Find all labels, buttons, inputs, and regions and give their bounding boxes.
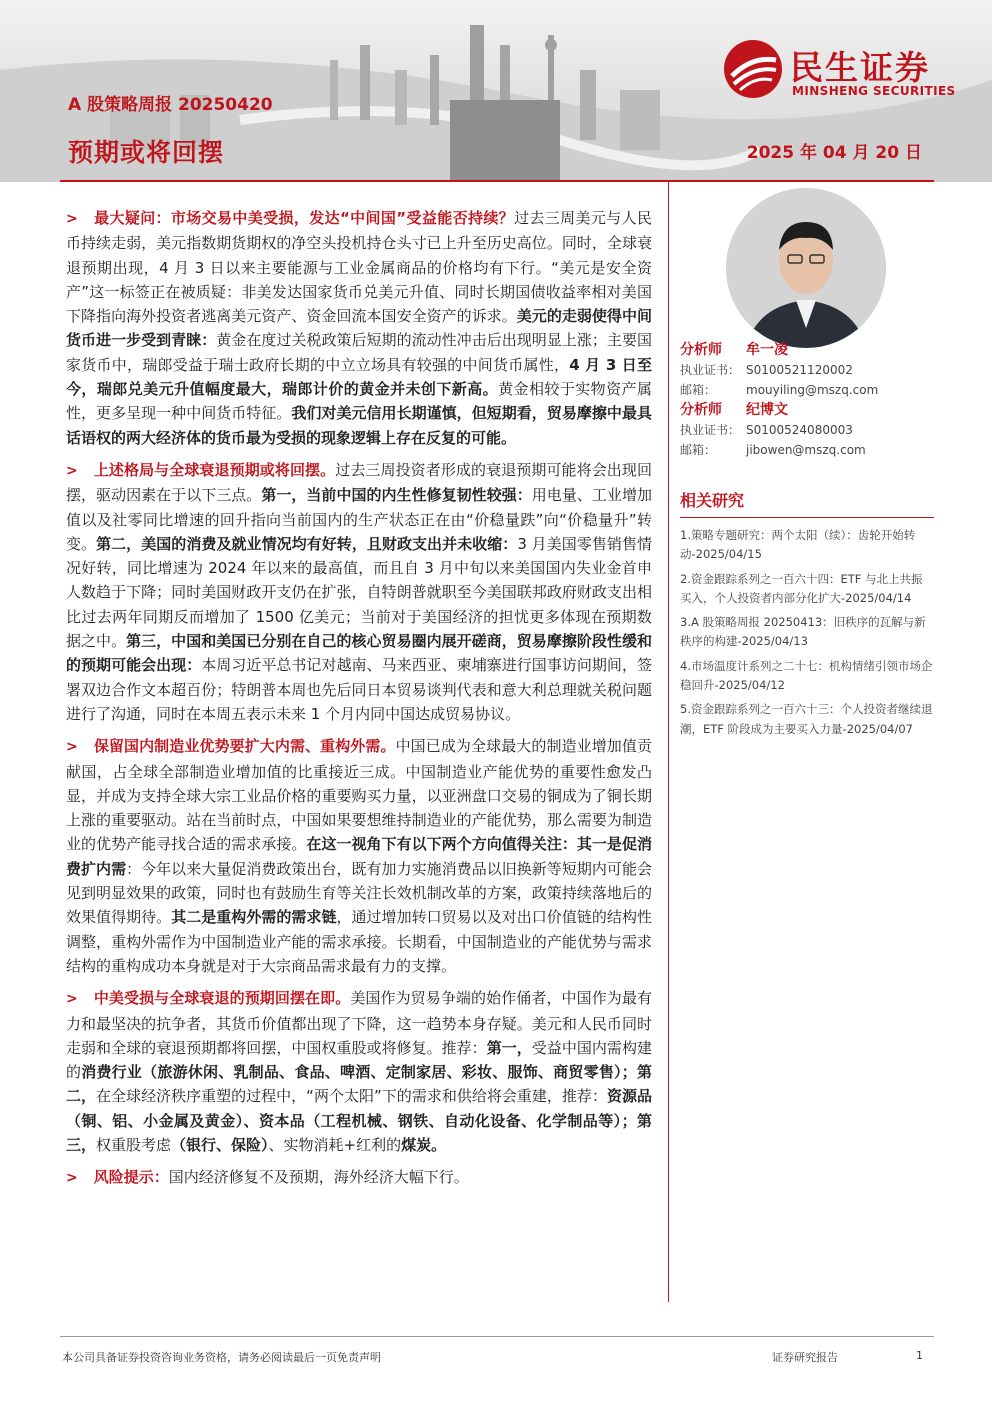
email-label: 邮箱： bbox=[680, 443, 717, 457]
analyst-block-2 bbox=[680, 400, 934, 460]
related-research-item[interactable]: 5.资金跟踪系列之一百六十三：个人投资者继续退潮，ETF 阶段成为主要买入力量-2025/04/07 bbox=[680, 702, 933, 736]
analyst-role: 分析师 bbox=[680, 342, 722, 358]
analyst-name: 牟一凌 bbox=[746, 342, 788, 358]
header-divider bbox=[60, 180, 934, 182]
logo-english-name: MINSHENG SECURITIES bbox=[792, 84, 956, 98]
analyst-role: 分析师 bbox=[680, 402, 722, 418]
logo-emblem-icon bbox=[722, 38, 784, 100]
person-icon bbox=[726, 188, 886, 348]
logo-chinese-name: 民生证券 bbox=[790, 48, 930, 87]
bullet-arrow-icon: > bbox=[66, 739, 78, 756]
related-research-item[interactable]: 2.资金跟踪系列之一百六十四：ETF 与北上共振买入，个人投资者内部分化扩大-2025/04/14 bbox=[680, 571, 923, 605]
related-research-item[interactable]: 3.A 股策略周报 20250413：旧秩序的瓦解与新秩序的构建-2025/04/13 bbox=[680, 615, 926, 649]
analyst-email[interactable]: mouyiling@mszq.com bbox=[746, 383, 879, 397]
paragraph-2: > 上述格局与全球衰退预期或将回摆。过去三周投资者形成的衰退预期可能将会出现回摆，驱动因素在于以下三点。第一，当前中国的内生性修复韧性较强：用电量、工业增加值以及社零同比增速的回升指向当前国内的生产状态正在由“价稳量跌”向“价稳量升”转变。第二，美国的消费及就业情况均有好转，且财政支出并未收缩：3 月美国零售销售情况好转，同比增速为 2024 年以来的最高值，而且自 3 月中旬以来美国国内失业金首申人数趋于下降；同时美国财政开支仍在扩张，自特朗普就职至今美国联邦政府财政支出相比过去两年同期反而增加了 1500 亿美元；当前对于美国经济的担忧更多体现在预期数据之中。第三，中国和美国已分别在自己的核心贸易圈内展开磋商，贸易摩擦阶段性缓和的预期可能会出现：本周习近平总书记对越南、马来西亚、柬埔寨进行国事访问期间，签署双边合作文本超百份；特朗普本周也先后同日本贸易谈判代表和意大利总理就关税问题进行了沟通，同时在本周五表示未来 1 个月内同中国达成贸易协议。 bbox=[66, 460, 652, 723]
email-label: 邮箱： bbox=[680, 383, 717, 397]
page-number: 1 bbox=[916, 1349, 923, 1362]
report-series-tag: A 股策略周报 20250420 bbox=[68, 95, 273, 115]
paragraph-1: > 最大疑问：市场交易中美受损，发达“中间国”受益能否持续？过去三周美元与人民币持续走弱，美元指数期货期权的净空头投机持仓头寸已上升至历史高位。同时，全球衰退预期出现，4 月 3 日以来主要能源与工业金属商品的价格均有下行。“美元是安全资产”这一标签正在被质疑：非美发达国家货币兑美元升值、同时长期国债收益率相对美国下降指向海外投资者逃离美元资产、资金回流本国安全资产的诉求。美元的走弱使得中间货币进一步受到青睐：黄金在度过关税政策后短期的流动性冲击后出现明显上涨；主要国家货币中，瑞郎受益于瑞士政府长期的中立立场具有较强的中间货币属性，4 月 3 日至今，瑞郎兑美元升值幅度最大，瑞郎计价的黄金并未创下新高。黄金相较于实物资产属性，更多呈现一种中间货币特征。我们对美元信用长期谨慎，但短期看，贸易摩擦中最具话语权的两大经济体的货币最为受损的现象逻辑上存在反复的可能。 bbox=[66, 209, 652, 447]
bullet-arrow-icon: > bbox=[66, 462, 78, 479]
bullet-arrow-icon: > bbox=[66, 1170, 78, 1187]
report-header-banner bbox=[0, 0, 992, 182]
related-research bbox=[680, 488, 934, 744]
bullet-arrow-icon: > bbox=[66, 211, 78, 227]
paragraph-5: > 风险提示：国内经济修复不及预期，海外经济大幅下行。 bbox=[66, 1168, 469, 1187]
analyst-name: 纪博文 bbox=[746, 402, 788, 418]
report-title: 预期或将回摆 bbox=[68, 138, 225, 167]
analyst-block-1 bbox=[680, 340, 934, 400]
related-research-item[interactable]: 1.策略专题研究：两个太阳（续）：齿轮开始转动-2025/04/15 bbox=[680, 528, 916, 562]
paragraph-3: > 保留国内制造业优势要扩大内需、重构外需。中国已成为全球最大的制造业增加值贡献国，占全球全部制造业增加值的比重接近三成。中国制造业产能优势的重要性愈发凸显，并成为支持全球大宗工业品价格的重要购买力量，以亚洲盘口交易的铜成为了铜长期上涨的重要驱动。站在当前时点，中国如果要想维持制造业的产能优势，那么需要为制造业的优势产能寻找合适的需求承接。在这一视角下有以下两个方向值得关注：其一是促消费扩内需：今年以来大量促消费政策出台，既有加力实施消费品以旧换新等短期内可能会见到明显效果的政策，同时也有鼓励生育等关注长效机制改革的方案，政策持续落地后的效果值得期待。其二是重构外需的需求链，通过增加转口贸易以及对出口价值链的结构性调整，重构外需作为中国制造业产能的需求承接。长期看，中国制造业的产能优势与需求结构的重构成功本身就是对于大宗商品需求最有力的支撑。 bbox=[66, 737, 652, 975]
bullet-arrow-icon: > bbox=[66, 991, 78, 1008]
report-date: 2025 年 04 月 20 日 bbox=[746, 143, 922, 163]
cert-number: S0100524080003 bbox=[746, 423, 853, 437]
footer-report-type: 证券研究报告 bbox=[772, 1351, 838, 1364]
column-divider bbox=[668, 182, 669, 1302]
related-research-title: 相关研究 bbox=[680, 488, 934, 518]
paragraph-4: > 中美受损与全球衰退的预期回摆在即。美国作为贸易争端的始作俑者，中国作为最有力和最坚决的抗争者，其货币价值都出现了下降，这一趋势本身存疑。美元和人民币同时走弱和全球的衰退预期都将回摆，中国权重股或将修复。推荐：第一，受益中国内需构建的消费行业（旅游休闲、乳制品、食品、啤酒、定制家居、彩妆、服饰、商贸零售）；第二，在全球经济秩序重塑的过程中，“两个太阳”下的需求和供给将会重建，推荐：资源品（铜、铝、小金属及黄金）、资本品（工程机械、钢铁、自动化设备、化学制品等）；第三，权重股考虑（银行、保险）、实物消耗+红利的煤炭。 bbox=[66, 989, 652, 1154]
cert-label: 执业证书： bbox=[680, 363, 741, 377]
report-body bbox=[66, 206, 652, 1199]
footer-divider bbox=[60, 1336, 934, 1337]
related-research-item[interactable]: 4.市场温度计系列之二十七：机构情绪引领市场企稳回升-2025/04/12 bbox=[680, 658, 933, 693]
analyst-email[interactable]: jibowen@mszq.com bbox=[746, 443, 866, 457]
company-logo bbox=[722, 36, 972, 106]
analyst-photo bbox=[726, 188, 886, 348]
cert-label: 执业证书： bbox=[680, 423, 741, 437]
footer-disclaimer: 本公司具备证券投资咨询业务资格，请务必阅读最后一页免责声明 bbox=[62, 1351, 381, 1364]
related-research-list bbox=[680, 526, 934, 739]
cert-number: S0100521120002 bbox=[746, 363, 853, 377]
